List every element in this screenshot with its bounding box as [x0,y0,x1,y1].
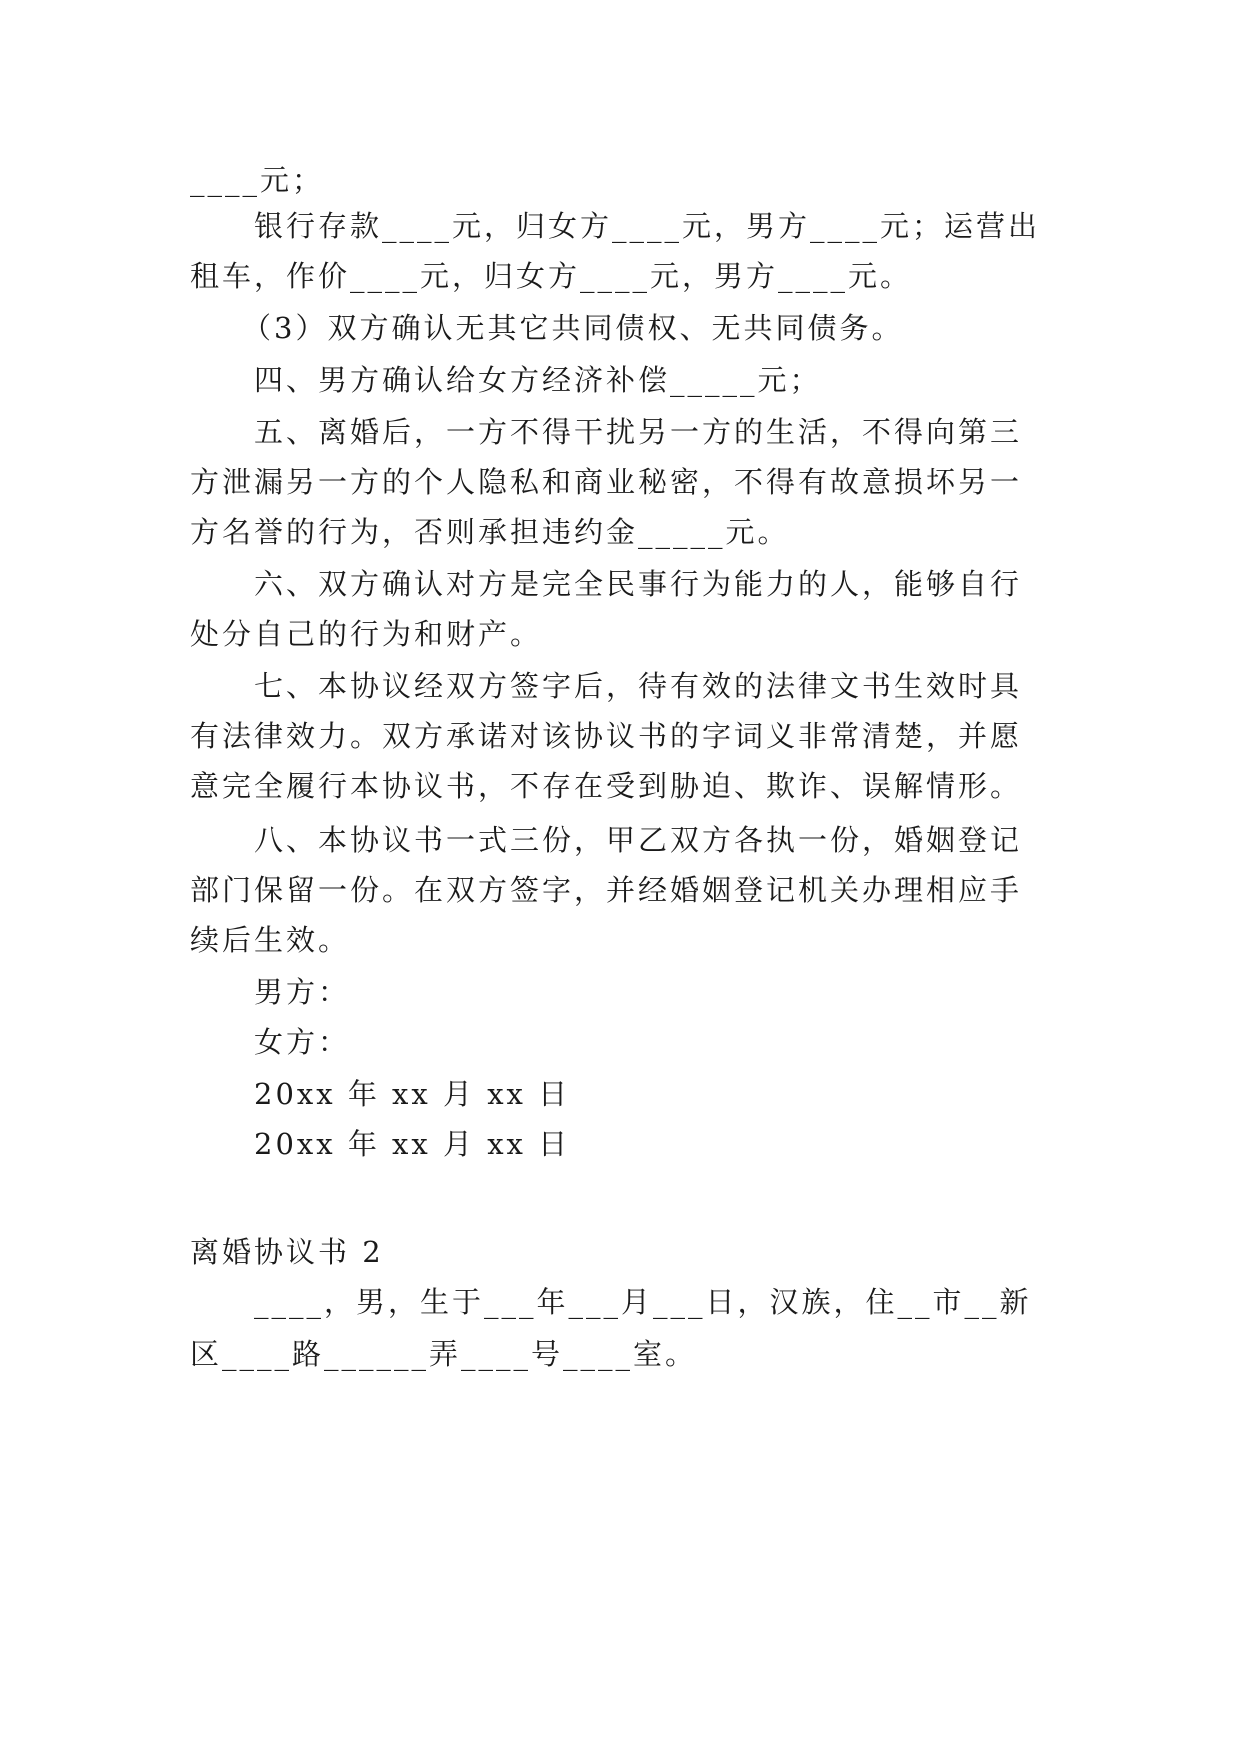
text-line: 银行存款____元，归女方____元，男方____元；运营出 [254,209,1041,243]
text-line: 处分自己的行为和财产。 [190,617,543,651]
section-title: 离婚协议书 2 [190,1235,384,1269]
text-line: 方名誉的行为，否则承担违约金_____元。 [190,515,790,549]
text-line: 有法律效力。双方承诺对该协议书的字词义非常清楚，并愿 [190,719,1023,753]
text-line: 区____路______弄____号____室。 [190,1337,698,1371]
text-line: 租车，作价____元，归女方____元，男方____元。 [190,259,913,293]
date-line: 20xx 年 xx 月 xx 日 [254,1127,571,1161]
text-line: 七、本协议经双方签字后，待有效的法律文书生效时具 [254,669,1023,703]
text-line: 八、本协议书一式三份，甲乙双方各执一份，婚姻登记 [254,823,1023,857]
text-line: 四、男方确认给女方经济补偿_____元； [254,363,822,397]
signature-female-label: 女方： [254,1025,351,1059]
date-line: 20xx 年 xx 月 xx 日 [254,1077,571,1111]
text-line: （3）双方确认无其它共同债权、无共同债务。 [242,311,904,345]
text-line: 五、离婚后，一方不得干扰另一方的生活，不得向第三 [254,415,1023,449]
text-line: 六、双方确认对方是完全民事行为能力的人，能够自行 [254,567,1023,601]
text-line: 方泄漏另一方的个人隐私和商业秘密，不得有故意损坏另一 [190,465,1023,499]
text-line: ____，男，生于___年___月___日，汉族，住__市__新 [254,1285,1032,1319]
text-line: ____元； [190,163,325,197]
text-line: 部门保留一份。在双方签字，并经婚姻登记机关办理相应手 [190,873,1023,907]
signature-male-label: 男方： [254,975,351,1009]
text-line: 意完全履行本协议书，不存在受到胁迫、欺诈、误解情形。 [190,769,1023,803]
text-line: 续后生效。 [190,923,351,957]
